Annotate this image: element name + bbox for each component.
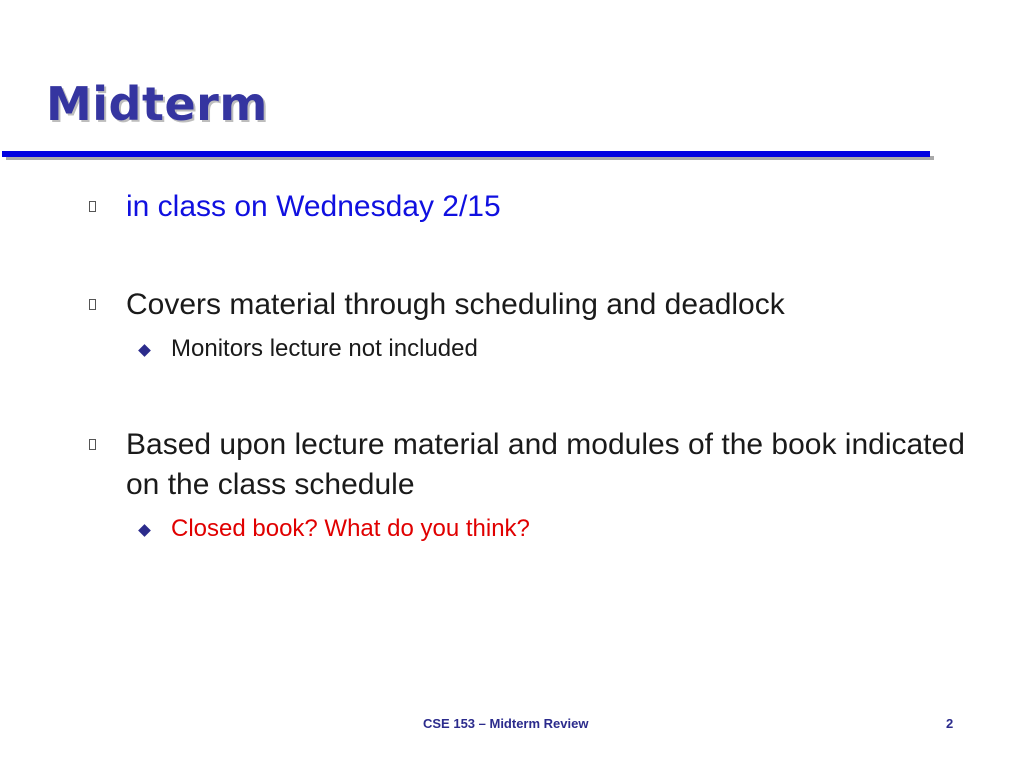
diamond-bullet-icon — [138, 344, 151, 357]
slide-title: Midterm — [46, 77, 268, 131]
bullet-item-wednesday: in class on Wednesday 2/15 — [126, 190, 501, 223]
square-bullet-icon — [84, 298, 100, 313]
title-underline — [2, 151, 930, 157]
bullet-item-covers-material: Covers material through scheduling and deadlock — [126, 288, 785, 321]
footer-course-label: CSE 153 – Midterm Review — [423, 716, 589, 731]
diamond-bullet-icon — [138, 524, 151, 537]
sub-bullet-closed-book: Closed book? What do you think? — [171, 515, 530, 542]
sub-bullet-monitors: Monitors lecture not included — [171, 335, 478, 362]
square-bullet-icon — [84, 200, 100, 215]
footer-page-number: 2 — [946, 716, 954, 731]
bullet-item-based-upon: Based upon lecture material and modules of the book indicated on the class schedule — [126, 428, 965, 501]
square-bullet-icon — [84, 438, 100, 453]
